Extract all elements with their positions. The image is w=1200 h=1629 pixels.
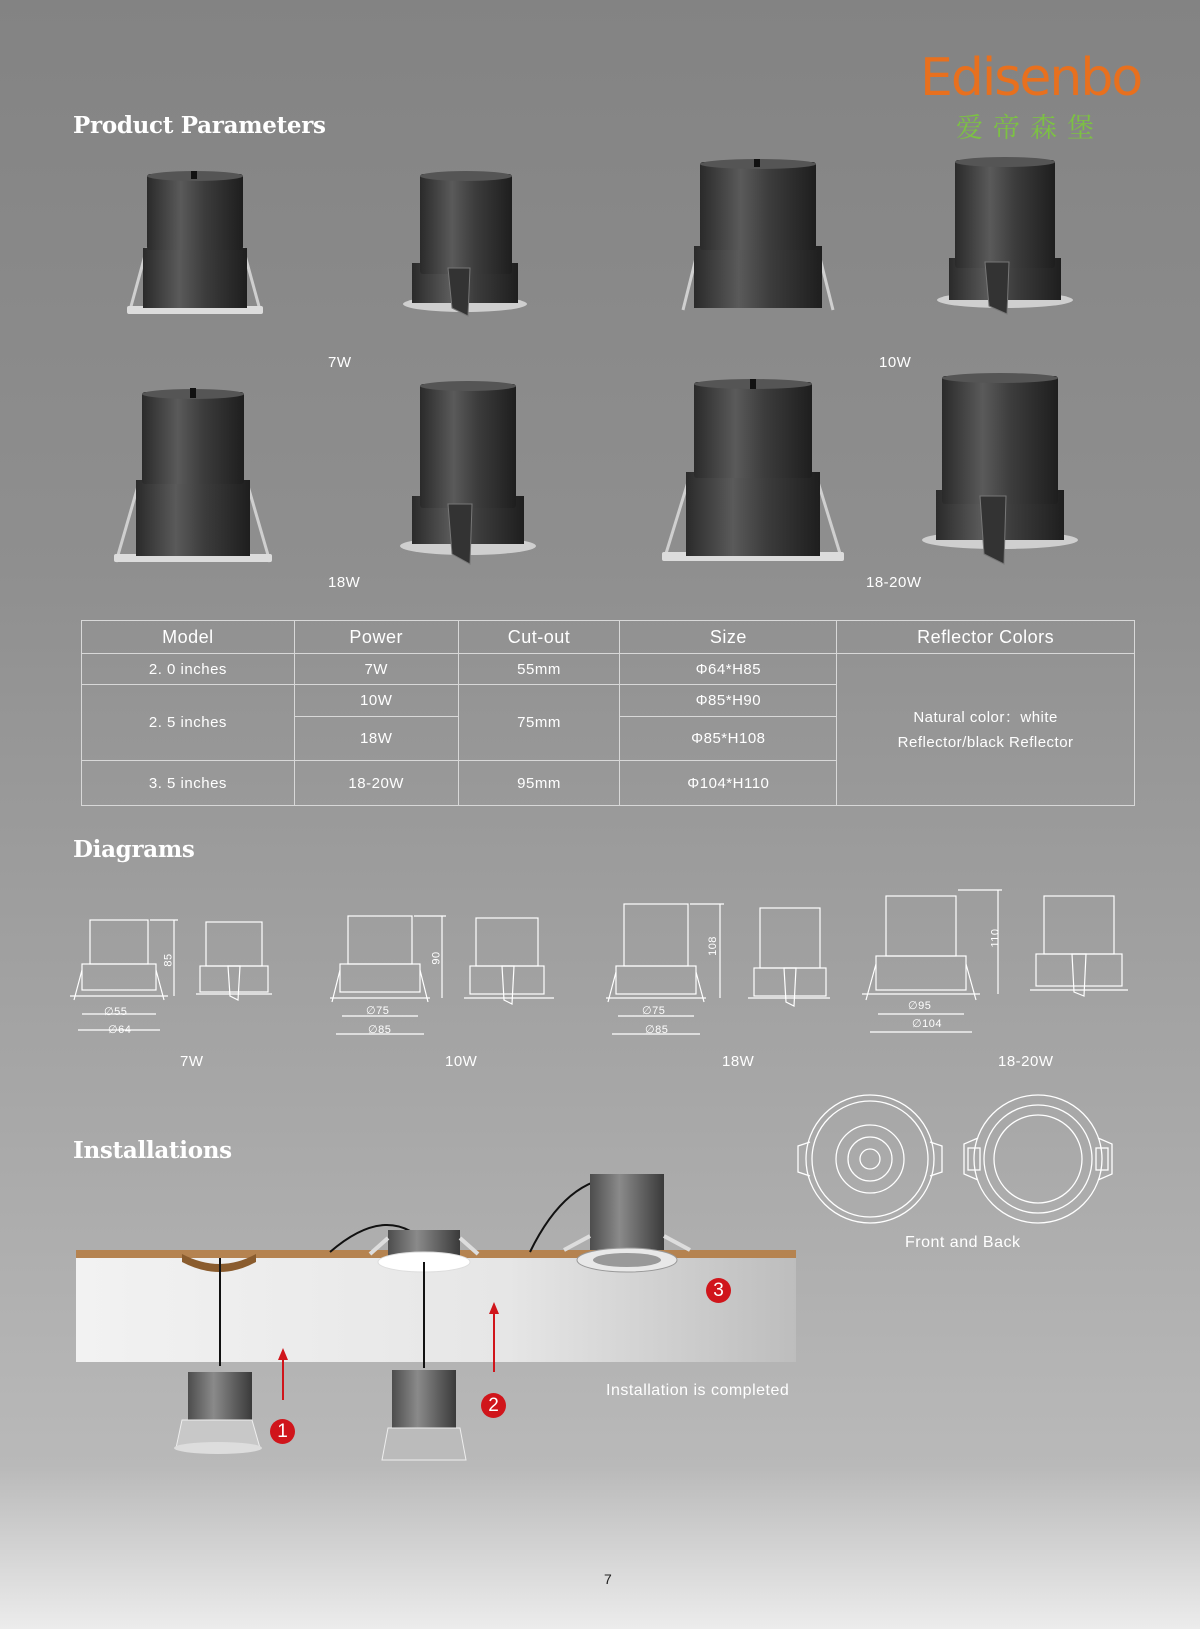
table-header-row — [82, 621, 1135, 654]
header-model: Model — [82, 621, 295, 654]
cell-model: 2. 0 inches — [82, 654, 295, 685]
installation-illustration — [70, 1150, 810, 1480]
diagram-10w-diameter: ∅85 — [368, 1024, 392, 1036]
diagrams-heading: Diagrams — [73, 836, 195, 863]
installation-completed-label: Installation is completed — [606, 1382, 790, 1399]
diagram-label-1820w: 18-20W — [998, 1053, 1054, 1070]
diagram-7w-cutout: ∅55 — [104, 1006, 128, 1018]
product-10w-side-image — [935, 156, 1075, 320]
spec-table — [81, 620, 1135, 806]
cell-cutout: 55mm — [458, 654, 620, 685]
diagram-label-10w: 10W — [445, 1053, 478, 1070]
product-18w-side-image — [398, 380, 538, 568]
table-row — [82, 654, 1135, 685]
cell-power: 18W — [294, 717, 458, 761]
front-back-diagram — [792, 1090, 1122, 1228]
header-power: Power — [294, 621, 458, 654]
diagram-10w — [330, 906, 560, 1041]
diagram-18w — [606, 896, 836, 1041]
cell-power: 18-20W — [294, 761, 458, 806]
product-7w-front-image — [125, 168, 265, 320]
cell-size: Φ104*H110 — [620, 761, 837, 806]
product-label-7w: 7W — [328, 354, 352, 371]
diagram-18w-diameter: ∅85 — [645, 1024, 669, 1036]
cell-cutout: 95mm — [458, 761, 620, 806]
front-back-label: Front and Back — [905, 1234, 1021, 1251]
diagram-18w-height: 108 — [706, 936, 719, 956]
product-label-1820w: 18-20W — [866, 574, 922, 591]
page-number: 7 — [604, 1571, 612, 1587]
product-1820w-side-image — [920, 372, 1080, 568]
brand-logo: Edisenbo — [920, 48, 1142, 108]
cell-size: Φ64*H85 — [620, 654, 837, 685]
diagram-label-7w: 7W — [180, 1053, 204, 1070]
product-18w-front-image — [112, 386, 274, 566]
install-step-2: 2 — [481, 1393, 506, 1418]
cell-size: Φ85*H90 — [620, 685, 837, 717]
product-10w-front-image — [678, 158, 838, 320]
diagram-1820w-diameter: ∅104 — [912, 1018, 942, 1030]
product-parameters-heading: Product Parameters — [73, 112, 326, 139]
diagram-7w-diameter: ∅64 — [108, 1024, 132, 1036]
product-1820w-front-image — [660, 378, 846, 566]
diagram-1820w — [862, 886, 1132, 1046]
install-step-1: 1 — [270, 1419, 295, 1444]
reflector-line-2: Reflector/black Reflector — [897, 733, 1074, 751]
diagram-10w-cutout: ∅75 — [366, 1005, 390, 1017]
diagram-7w-height: 85 — [162, 953, 175, 967]
cell-model: 3. 5 inches — [82, 761, 295, 806]
cell-size: Φ85*H108 — [620, 717, 837, 761]
diagram-10w-height: 90 — [430, 951, 443, 965]
install-step-3: 3 — [706, 1278, 731, 1303]
diagram-1820w-height: 110 — [989, 928, 1002, 948]
brand-logo-chinese: 爱帝森堡 — [956, 113, 1104, 144]
installations-heading: Installations — [73, 1137, 232, 1164]
cell-reflector-colors — [837, 654, 1135, 806]
diagram-label-18w: 18W — [722, 1053, 755, 1070]
product-label-10w: 10W — [879, 354, 912, 371]
header-cutout: Cut-out — [458, 621, 620, 654]
cell-power: 10W — [294, 685, 458, 717]
product-label-18w: 18W — [328, 574, 361, 591]
header-reflector-colors: Reflector Colors — [837, 621, 1135, 654]
header-size: Size — [620, 621, 837, 654]
diagram-1820w-cutout: ∅95 — [908, 1000, 932, 1012]
diagram-7w — [70, 910, 285, 1040]
diagram-18w-cutout: ∅75 — [642, 1005, 666, 1017]
reflector-line-1: Natural color：white — [913, 708, 1058, 726]
cell-power: 7W — [294, 654, 458, 685]
cell-cutout: 75mm — [458, 685, 620, 761]
cell-model: 2. 5 inches — [82, 685, 295, 761]
product-7w-side-image — [400, 168, 530, 320]
